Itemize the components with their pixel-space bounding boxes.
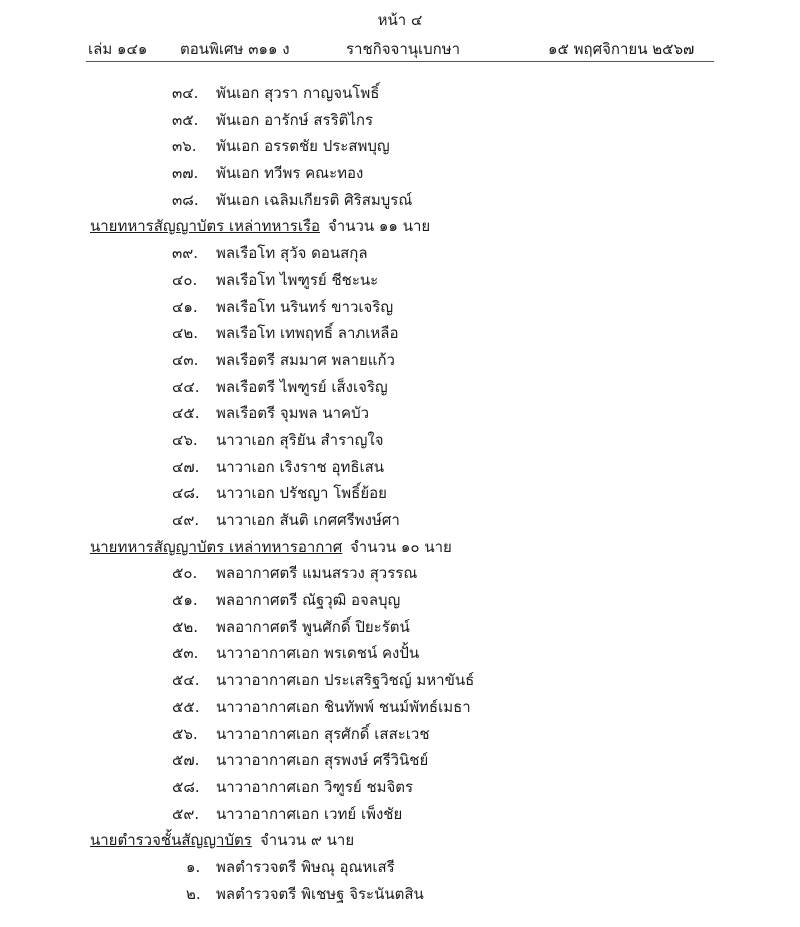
list-item xyxy=(0,80,800,107)
item-number: ๕๘. xyxy=(172,777,200,796)
item-number: ๕๐. xyxy=(172,564,198,583)
item-number: ๔๐. xyxy=(172,270,198,289)
person-name: นาวาเอก สุริยัน สำราญใจ xyxy=(216,430,384,449)
person-name: พลเรือตรี จุมพล นาคบัว xyxy=(216,404,370,423)
list-item xyxy=(0,107,800,134)
person-name: พลอากาศตรี พูนศักดิ์ ปิยะรัตน์ xyxy=(216,617,410,636)
item-number: ๓๔. xyxy=(172,84,199,102)
person-name: พลเรือโท ไพฑูรย์ ชีชะนะ xyxy=(216,270,379,289)
running-header xyxy=(0,37,800,59)
item-number: ๕๙. xyxy=(172,804,200,823)
person-name: พันเอก สุวรา กาญจนโพธิ์ xyxy=(216,84,380,102)
list-item xyxy=(0,801,800,828)
person-name: นาวาอากาศเอก พรเดชน์ คงปั้น xyxy=(216,644,420,663)
page-number: หน้า ๔ xyxy=(377,11,423,29)
person-name: พันเอก อรรตชัย ประสพบุญ xyxy=(216,137,390,156)
item-number: ๕๓. xyxy=(172,644,199,663)
item-number: ๓๕. xyxy=(172,110,199,129)
list-item xyxy=(0,187,800,214)
item-number: ๔๙. xyxy=(172,511,200,529)
item-number: ๔๖. xyxy=(172,430,198,449)
list-item xyxy=(0,721,800,748)
list-item xyxy=(0,267,800,294)
section-count: จำนวน ๙ นาย xyxy=(260,831,355,850)
item-number: ๕๑. xyxy=(172,591,198,610)
item-number: ๑. xyxy=(186,857,201,876)
list-item xyxy=(0,854,800,881)
list-item xyxy=(0,640,800,667)
item-number: ๕๗. xyxy=(172,751,200,770)
person-name: พลเรือตรี สมมาศ พลายแก้ว xyxy=(216,350,395,369)
person-name: พลตำรวจตรี พิเชษฐ จิระนันตสิน xyxy=(216,884,424,903)
list-item xyxy=(0,747,800,774)
item-number: ๓๙. xyxy=(172,244,199,263)
list-item xyxy=(0,587,800,614)
list-item xyxy=(0,240,800,267)
list-item xyxy=(0,454,800,481)
person-name: พันเอก ทวีพร คณะทอง xyxy=(216,164,364,183)
name-list xyxy=(0,80,800,907)
person-name: พลอากาศตรี ณัฐวุฒิ อจลบุญ xyxy=(216,591,401,610)
item-number: ๕๕. xyxy=(172,697,200,716)
person-name: นาวาเอก สันติ เกศศรีพงษ์ศา xyxy=(216,511,400,529)
issue-date: ๑๕ พฤศจิกายน ๒๕๖๗ xyxy=(548,40,695,58)
gazette-name: ราชกิจจานุเบกษา xyxy=(346,40,461,58)
section-title: นายทหารสัญญาบัตร เหล่าทหารอากาศ xyxy=(90,537,343,556)
item-number: ๔๔. xyxy=(172,377,200,396)
section-count: จำนวน ๑๑ นาย xyxy=(328,217,431,236)
person-name: พลเรือโท เทพฤทธิ์ ลาภเหลือ xyxy=(216,324,399,343)
item-number: ๔๘. xyxy=(172,484,200,503)
person-name: พลเรือโท นรินทร์ ขาวเจริญ xyxy=(216,297,394,316)
person-name: นาวาอากาศเอก เวทย์ เพ็งชัย xyxy=(216,804,403,823)
item-number: ๔๓. xyxy=(172,350,199,369)
person-name: นาวาอากาศเอก สุรศักดิ์ เสสะเวช xyxy=(216,724,430,743)
person-name: นาวาเอก ปรัชญา โพธิ์ย้อย xyxy=(216,484,387,503)
list-item xyxy=(0,160,800,187)
section-heading xyxy=(0,534,800,561)
person-name: นาวาอากาศเอก ประเสริฐวิชญ์ มหาขันธ์ xyxy=(216,671,475,690)
person-name: นาวาอากาศเอก วิฑูรย์ ชมจิตร xyxy=(216,777,414,796)
list-item xyxy=(0,347,800,374)
section-title: นายทหารสัญญาบัตร เหล่าทหารเรือ xyxy=(90,217,321,236)
list-item xyxy=(0,614,800,641)
volume-label: เล่ม ๑๔๑ xyxy=(88,40,148,58)
section-heading xyxy=(0,213,800,240)
list-item xyxy=(0,294,800,321)
person-name: พลเรือตรี ไพฑูรย์ เส็งเจริญ xyxy=(216,377,388,396)
section-count: จำนวน ๑๐ นาย xyxy=(350,537,452,556)
person-name: พันเอก อารักษ์ สรริติไกร xyxy=(216,110,374,129)
list-item xyxy=(0,507,800,534)
item-number: ๔๒. xyxy=(172,324,199,343)
list-item xyxy=(0,560,800,587)
person-name: พลเรือโท สุวัจ ดอนสกุล xyxy=(216,244,368,263)
list-item xyxy=(0,667,800,694)
item-number: ๒. xyxy=(186,884,201,903)
person-name: นาวาเอก เริงราช อุทธิเสน xyxy=(216,457,385,476)
list-item xyxy=(0,881,800,908)
person-name: พลตำรวจตรี พิษณุ อุณหเสรี xyxy=(216,857,395,876)
item-number: ๓๖. xyxy=(172,137,197,156)
header-divider xyxy=(86,61,714,62)
section-title: นายตำรวจชั้นสัญญาบัตร xyxy=(90,831,252,850)
item-number: ๕๖. xyxy=(172,724,198,743)
item-number: ๓๗. xyxy=(172,164,199,183)
item-number: ๕๔. xyxy=(172,671,200,690)
list-item xyxy=(0,427,800,454)
item-number: ๔๕. xyxy=(172,404,200,423)
item-number: ๕๒. xyxy=(172,617,199,636)
list-item xyxy=(0,133,800,160)
list-item xyxy=(0,694,800,721)
issue-label: ตอนพิเศษ ๓๑๑ ง xyxy=(180,40,290,58)
list-item xyxy=(0,400,800,427)
person-name: นาวาอากาศเอก ชินทัพพ์ ชนม์พัทธ์เมธา xyxy=(216,697,471,716)
person-name: พันเอก เฉลิมเกียรติ ศิริสมบูรณ์ xyxy=(216,190,413,209)
item-number: ๔๗. xyxy=(172,457,200,476)
section-heading xyxy=(0,827,800,854)
list-item xyxy=(0,774,800,801)
item-number: ๓๘. xyxy=(172,190,199,209)
list-item xyxy=(0,320,800,347)
person-name: นาวาอากาศเอก สุรพงษ์ ศรีวินิชย์ xyxy=(216,751,429,770)
person-name: พลอากาศตรี แมนสรวง สุวรรณ xyxy=(216,564,418,583)
list-item xyxy=(0,374,800,401)
list-item xyxy=(0,480,800,507)
item-number: ๔๑. xyxy=(172,297,198,316)
